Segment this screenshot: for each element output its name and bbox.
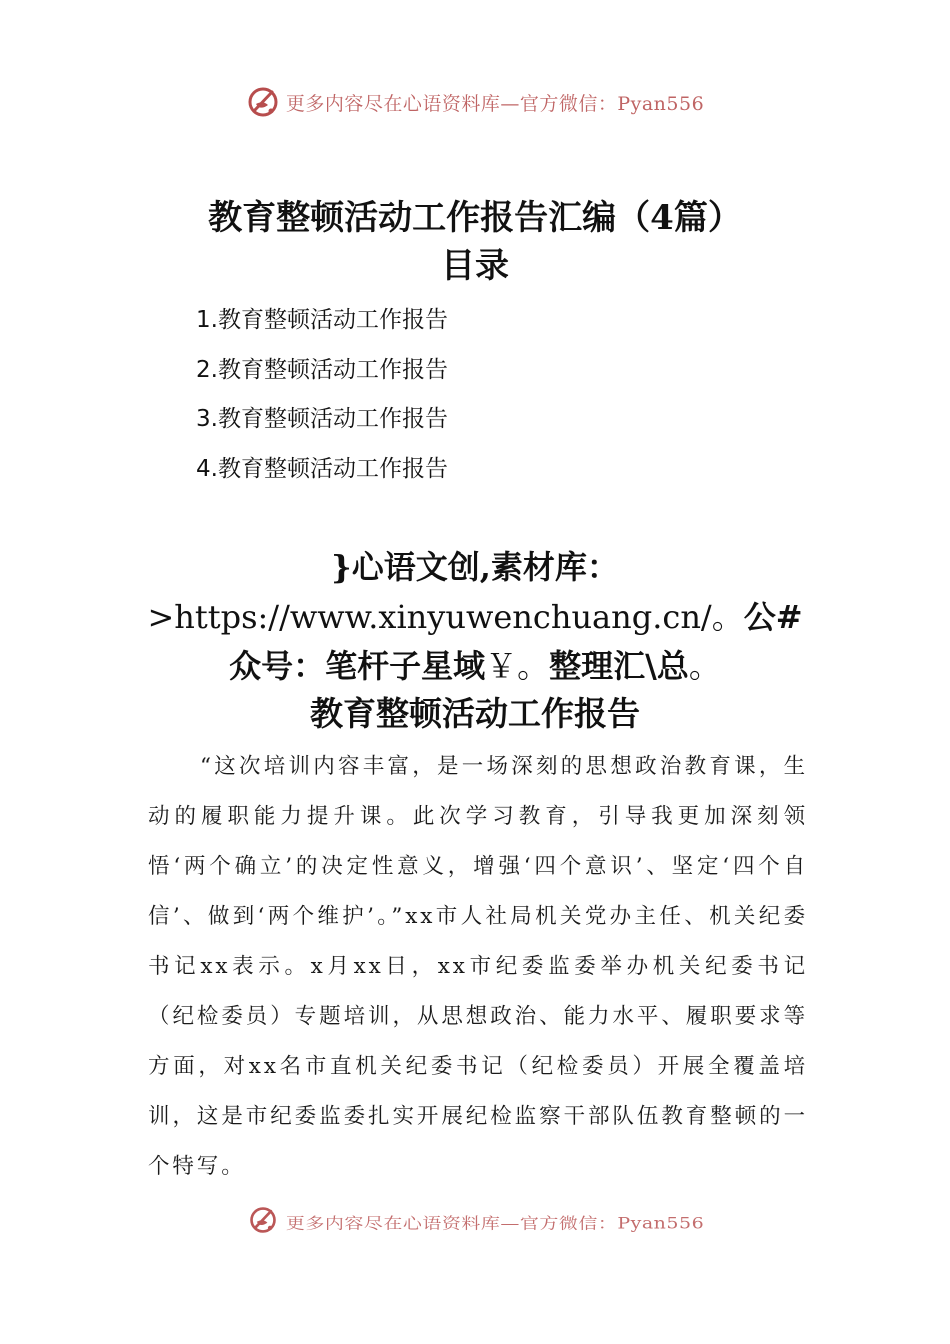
promo-part-6: 。 bbox=[688, 647, 721, 685]
toc-heading: 目录 bbox=[441, 246, 509, 286]
promo-part-1: }心语文创,素材库： bbox=[331, 548, 619, 586]
toc-item[interactable]: 2.教育整顿活动工作报告 bbox=[196, 356, 448, 383]
promo-part-5: 整理汇\总 bbox=[549, 647, 689, 685]
section-title: 教育整顿活动工作报告 bbox=[310, 694, 640, 733]
body-paragraph: “这次培训内容丰富，是一场深刻的思想政治教育课，生动的履职能力提升课。此次学习教育，引导我更加深刻领悟‘两个确立’的决定性意义，增强‘四个意识’、坚定‘四个自信’、做到‘两个维护’。”xx市人社局机关党办主任、机关纪委书记xx表示。x月xx日，xx市纪委监委举办机关纪委书记（纪检委员）专题培训，从思想政治、能力水平、履职要求等方面，对xx名市直机关纪委书记（纪检委员）开展全覆盖培训，这是市纪委监委扎实开展纪检监察干部队伍教育整顿的一个特写。 bbox=[148, 754, 808, 1179]
toc-item[interactable]: 3.教育整顿活动工作报告 bbox=[196, 406, 448, 432]
document-title: 教育整顿活动工作报告汇编（4篇） bbox=[208, 198, 742, 238]
promo-url: >https://www.xinyuwenchuang.cn/。 bbox=[147, 597, 744, 636]
promo-part-4: ￥。 bbox=[485, 647, 550, 685]
watermark-text: 更多内容尽在心语资料库—官方微信：Pyan556 bbox=[285, 92, 705, 115]
toc-item[interactable]: 1.教育整顿活动工作报告 bbox=[196, 307, 448, 333]
toc-list bbox=[196, 298, 448, 496]
header-watermark bbox=[0, 84, 950, 120]
toc-item[interactable]: 4.教育整顿活动工作报告 bbox=[196, 455, 448, 482]
promo-text bbox=[140, 543, 810, 692]
footer-watermark bbox=[0, 1207, 950, 1237]
promo-part-3: 公#众号：笔杆子星域 bbox=[229, 597, 803, 685]
brush-logo-icon bbox=[246, 85, 280, 119]
watermark-text: 更多内容尽在心语资料库—官方微信：Pyan556 bbox=[285, 1214, 705, 1233]
brush-logo-icon bbox=[246, 1205, 280, 1239]
